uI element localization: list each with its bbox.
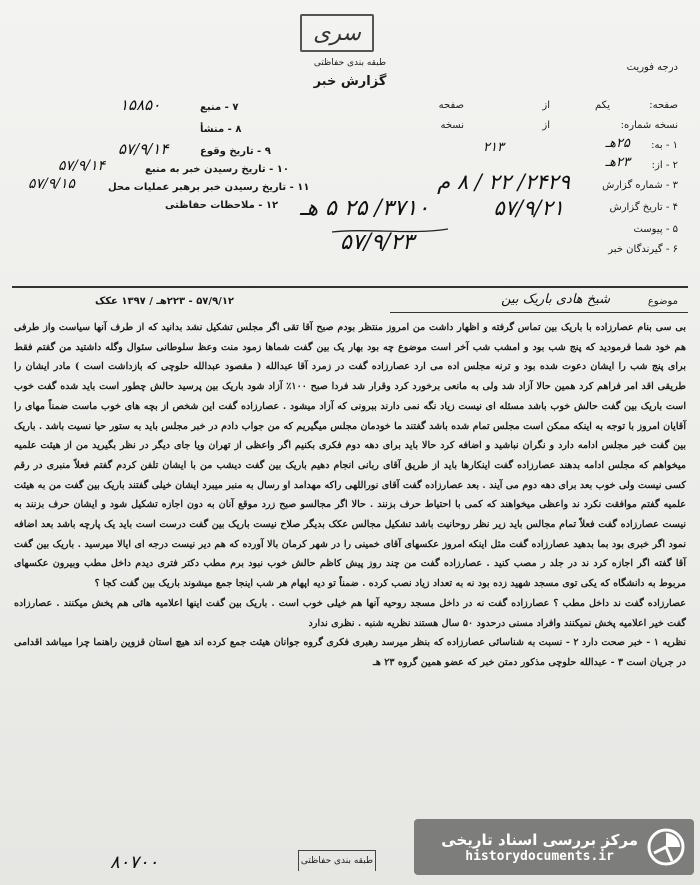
subject-divider — [390, 312, 688, 313]
watermark-text — [441, 831, 638, 864]
handwritten-ref-date: ۵۷/۹/۲۳ — [340, 230, 414, 255]
to-label: ۱ - به: — [651, 140, 678, 151]
report-number-value: ۲۴۲۹/ ۲۲ / ۸ م — [437, 170, 570, 194]
source-value: ۱۵۸۵۰ — [120, 96, 161, 114]
copy-from: از — [542, 120, 550, 131]
copy-label: نسخه شماره: — [620, 120, 678, 131]
report-title: گزارش خبر — [313, 74, 387, 89]
event-date-value: ۵۷/۹/۱۴ — [118, 140, 169, 158]
subject-label: موضوع — [647, 296, 678, 307]
footer-classification: طبقه بندی حفاظتی — [298, 850, 376, 871]
event-date-label: ۹ - تاریخ وقوع — [200, 146, 271, 157]
page-from: از — [542, 100, 550, 111]
notes-label: ۱۲ - ملاحظات حفاظتی — [165, 200, 279, 211]
handwritten-underline — [330, 226, 450, 236]
handwritten-ref-number: ۳۷۱۰/ ۲۵ ۵ هـ — [300, 196, 430, 221]
report-date-label: ۴ - تاریخ گزارش — [609, 202, 678, 213]
watermark-logo-icon — [646, 827, 686, 867]
subject-value: شیخ هادی باریک بین — [501, 292, 610, 307]
page-suffix: صفحه — [438, 100, 464, 111]
received-ops-label: ۱۱ - تاریخ رسیدن خبر برهبر عملیات محل — [108, 182, 310, 193]
watermark-name: مرکز بررسی اسناد تاریخی — [441, 830, 638, 849]
classification-type: طبقه بندی حفاظتی — [313, 58, 387, 68]
report-number-label: ۳ - شماره گزارش — [602, 180, 678, 191]
received-ops-value: ۵۷/۹/۱۵ — [28, 176, 76, 192]
classification-stamp-text: سری — [313, 20, 361, 46]
body-paragraph: نظریه ۱ - خبر صحت دارد ۲ - نسبت به شناسائی عصارزاده که بنظر میرسد رهبری فکری گروه جوانان هیئت جمع کرده اند هیچ استان قزوین راهنما چرا میباشد اقدامی در جریان است ۳ - عبدالله حلوچی مذکور دمتن خبر که عضو همین گروه ۲۳ هـ — [14, 637, 686, 668]
origin-label: ۸ - منشأ — [200, 124, 242, 135]
to-value: ۲۵هـ — [605, 136, 630, 151]
classification-stamp — [300, 14, 374, 52]
attachment-label: ۵ - پیوست — [633, 224, 678, 235]
body-paragraph: عصارزاده گفت ند داخل مطب ؟ عصارزاده گفت نه در داخل مسجد روحیه آنها هم خیلی خوب است . باریک بین گفت اینها اعلامیه هائی هم پخش میکنند . عصارزاده گفت خیر اعلامیه پخش نمیکنند وافراد مسنی درحدود ۵۰ سال هستند نظریه شنبه . نظری ندارد — [14, 597, 686, 629]
source-label: ۷ - منبع — [200, 102, 239, 113]
received-source-label: ۱۰ - تاریخ رسیدن خبر به منبع — [145, 164, 289, 175]
extra-code: ۲۱۳ — [483, 140, 504, 155]
report-date-value: ۵۷/۹/۲۱ — [493, 196, 564, 220]
report-body — [14, 318, 686, 673]
watermark-banner — [414, 819, 694, 875]
received-source-value: ۵۷/۹/۱۴ — [58, 158, 106, 174]
watermark-url: historydocuments.ir — [465, 848, 614, 864]
priority-label: درجه فوریت — [626, 62, 678, 73]
from-value: ۲۳هـ — [605, 155, 630, 170]
recipients-label: ۶ - گیرندگان خبر — [608, 244, 678, 255]
top-divider — [12, 286, 688, 288]
footer-handwritten-number: ۸۰۷۰۰ — [110, 852, 159, 873]
body-paragraph: بی سی بنام عصارزاده با باریک بین تماس گرفته و اظهار داشت من امروز منتظر بودم صبح آقا تقی اگر مجلس تشکیل نشد بدانید که از طرف آنها سیاست واز طرفی هم خود شما فرمودید که پنج شب بود و امشب شب آخر است موضوع چه بود بهار یک بین گفت شماها زمود منت وعظ سلوطانی سئوال وگله داشتید من گفتم فقط برای پنج شب را ایشان دعوت شده بود و ترنه مجلس اده می ارد عصارزاده گفت در زمرد آقا عبدالله ( مقصود عبدالله حلوچی که بازداشت است ) مادر ایشان را طریقی اقد امر فراهم کرد همین حالا آزاد شد ولی به مانعی برخورد کرد وقرار شد فردا صبح ۱۰۰٪ آزاد شود باریک بین پرسید حالش چطور است باید شده گفت خوب است باریک بین گفت حالش خوب باشد مسئله ای نیست زیاد نگه نمی دارند ببرونی که آزاد میشود . عصارزاده گفت این شخص از بچه های خوب ماست ضمناً مهای را آقایان امروز با توجه به اینکه ممکن است مجلس تمام شده باشد گفتند ما خودمان مجلس میگیریم که من جواب دادم در خبر مجلس باید به ستور حیا نسیت باشد . باریک بین گفت خبر مجلس ادامه دارد و نگران نباشید و اضافه کرد حالا باید برای دهه دوم فکری بکنیم اگر واعظی از تهران ویا جای دیگر در نظر بگیرید من از هیئت علمیه میخواهم که مجلس ادامه بدهند عصارزاده گفت اینکارها باید از طریق آقای ربانی انجام دهیم باریک بین گفت دیشب من با ایشان تلفن کردم گفتم فعلاً منبری در رقم کسی نیست ولی خوب بعد برای دهه دوم می آیند . بعد عصارزاده گفت آقای نوراللهی راکه مهدامد او رسال به منبر میبرد ایشان خیلی گفتند باریک بین گفت من به هیئت علمیه گفتم موافقت نکرد ند واعظی میخواهند که کمی با احتیاط حرف بزنند . حالا اگر مجالسو صبح زرد موقع آنان به دون اجازه تشکیل شود و ایشان حرف بزنند به نیست عصارزاده گفت فعلاً تمام مجالس باید زیر نظر روحانیت باشد تشکیل مجالس عکک بدیگر صلاح نیست باریک بین گفت درست است باید یک پارچه باشد بعد اضافه نمود اگر خبری بود بما بدهید عصارزاده گفت مثل اینکه امروز عکسهای آقای خمینی را در شهر کرمان بالا آورده که هم دیر نیست درجه ای ایالا میرسید . باریک بین گفت آقا گفته اگر اجازه کرد ند در جلد ر مصب کنید . عصارزاده گفت من چند روز پیش کاظم حالش خوب نبود برم مطب دکتر فتری دیدم داخل مطب وبیرون عکسهای مربوط به دانشگاه که یکی توی مسجد شهید زده بود نه به تعداد زیاد نصب کرده . ضمناً تو دیه اپهام هر شب اینجا جمع میشوند باریک بین گفت کجا ؟ — [14, 322, 687, 590]
tracking-code: ۵۷/۹/۱۲ - ۲۲۳هـ / ۱۳۹۷ عکک — [95, 296, 235, 307]
from-label: ۲ - از: — [651, 160, 678, 171]
copy-suffix: نسخه — [440, 120, 464, 131]
page-label: صفحه: — [649, 100, 678, 111]
page-number: یکم — [595, 100, 610, 111]
